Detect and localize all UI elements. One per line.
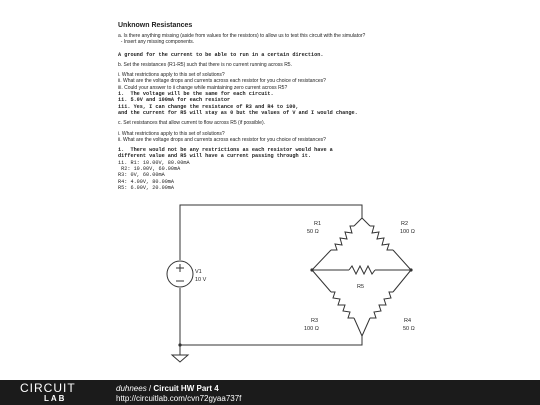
r2-resistor: [370, 226, 393, 250]
question-c: c. Set resistances that allow current to flow across R5 (if possible).: [118, 120, 266, 127]
logo-text-top: CIRCUIT: [20, 381, 76, 395]
answer-c-i: i. There would not be any restrictions as each resistor would have a: [118, 147, 333, 154]
answer-c-ii-r2: R2: 10.00V, 60.00mA: [118, 166, 181, 173]
source-name: V1: [195, 269, 202, 275]
r2-value: 100 Ω: [400, 229, 415, 235]
page-title: Unknown Resistances: [118, 22, 193, 29]
r2-name: R2: [401, 221, 409, 227]
question-a: a. Is there anything missing (aside from values for the resistors) to allow us to test this circuit with the simulator?: [118, 33, 366, 39]
answer-a: A ground for the current to be able to run in a certain direction.: [118, 51, 324, 58]
answer-c-ii-r1: ii. R1: 10.00V, 80.00mA: [118, 159, 190, 166]
question-c-i: i. What restrictions apply to this set of solutions?: [118, 130, 225, 137]
answer-c-ii-r4: R4: 4.00V, 80.00mA: [118, 178, 175, 185]
node-right: [409, 268, 412, 271]
answer-c-ii-r5: R5: 6.00V, 20.00mA: [118, 184, 175, 191]
project-url[interactable]: http://circuitlab.com/cvn72gyaa737f: [116, 394, 242, 403]
answer-b-i: i. The voltage will be the same for each circuit.: [118, 91, 274, 98]
r5-resistor: [349, 266, 375, 274]
r4-value: 50 Ω: [403, 326, 415, 332]
question-b-iii: iii. Could your answer to ii change while maintaining zero current across R5?: [118, 84, 288, 91]
answer-c-i-cont: different value and R5 will have a current passing through it.: [118, 153, 312, 160]
r3-name: R3: [311, 318, 319, 324]
r1-resistor: [331, 226, 354, 250]
r3-resistor: [331, 292, 354, 318]
top-wire: [180, 205, 362, 218]
answer-b-iii: iii. Yes, I can change the resistance of R3 and R4 to 100,: [118, 103, 299, 110]
byline: [116, 384, 219, 394]
question-b-ii: ii. What are the voltage drops and currents across each resistor for you choice of resistances?: [118, 78, 326, 85]
question-b: b. Set the resistances (R1-R5) such that there is no current running across R5.: [118, 61, 292, 68]
node-ground: [178, 343, 181, 346]
footer-bar: [0, 380, 540, 405]
author-link[interactable]: duhnees: [116, 384, 147, 393]
bottom-wire: [180, 336, 362, 345]
ground-icon: [172, 355, 188, 362]
answer-b-iii-cont: and the current for R5 will stay as 0 but the values of V and I would change.: [118, 109, 358, 116]
r5-name: R5: [357, 284, 365, 290]
question-c-ii: ii. What are the voltage drops and currents across each resistor for you choice of resistances?: [118, 136, 326, 143]
answer-b-ii: ii. 5.0V and 100mA for each resistor: [118, 97, 231, 104]
node-left: [310, 268, 313, 271]
source-value: 10 V: [195, 277, 207, 283]
r1-value: 50 Ω: [307, 229, 319, 235]
r4-resistor: [370, 292, 393, 318]
r1-name: R1: [314, 221, 322, 227]
answer-c-ii-r3: R3: 0V, 60.00mA: [118, 172, 165, 179]
byline-separator: /: [146, 384, 154, 393]
project-title[interactable]: Circuit HW Part 4: [153, 384, 219, 393]
question-a-sub: - Insert any missing components.: [118, 39, 195, 46]
r3-value: 100 Ω: [304, 326, 319, 332]
question-b-i: i. What restrictions apply to this set of solutions?: [118, 72, 225, 79]
logo-text-bottom: LAB: [44, 394, 67, 403]
r4-name: R4: [404, 318, 412, 324]
circuitlab-logo[interactable]: [20, 382, 76, 403]
